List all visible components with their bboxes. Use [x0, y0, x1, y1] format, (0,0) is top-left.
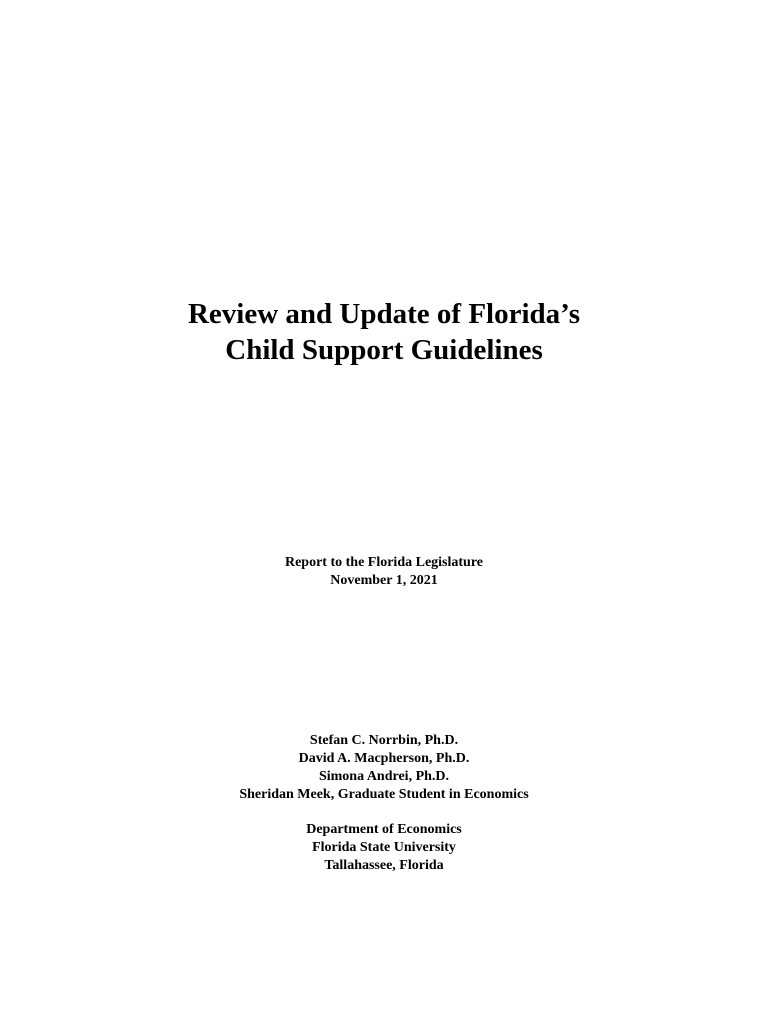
document-title — [0, 296, 768, 368]
location-name: Tallahassee, Florida — [324, 858, 444, 873]
report-date: November 1, 2021 — [330, 573, 438, 588]
university-name: Florida State University — [312, 840, 456, 855]
author-name: Sheridan Meek, Graduate Student in Economics — [239, 787, 529, 802]
author-name: David A. Macpherson, Ph.D. — [298, 751, 470, 766]
affiliation-block — [0, 821, 768, 875]
report-recipient: Report to the Florida Legislature — [284, 555, 484, 570]
title-line-2: Child Support Guidelines — [225, 334, 543, 366]
report-info — [0, 554, 768, 590]
author-list — [0, 732, 768, 804]
author-name: Simona Andrei, Ph.D. — [318, 769, 450, 784]
department-name: Department of Economics — [306, 822, 462, 837]
author-name: Stefan C. Norrbin, Ph.D. — [309, 733, 459, 748]
title-line-1: Review and Update of Florida’s — [187, 298, 581, 330]
